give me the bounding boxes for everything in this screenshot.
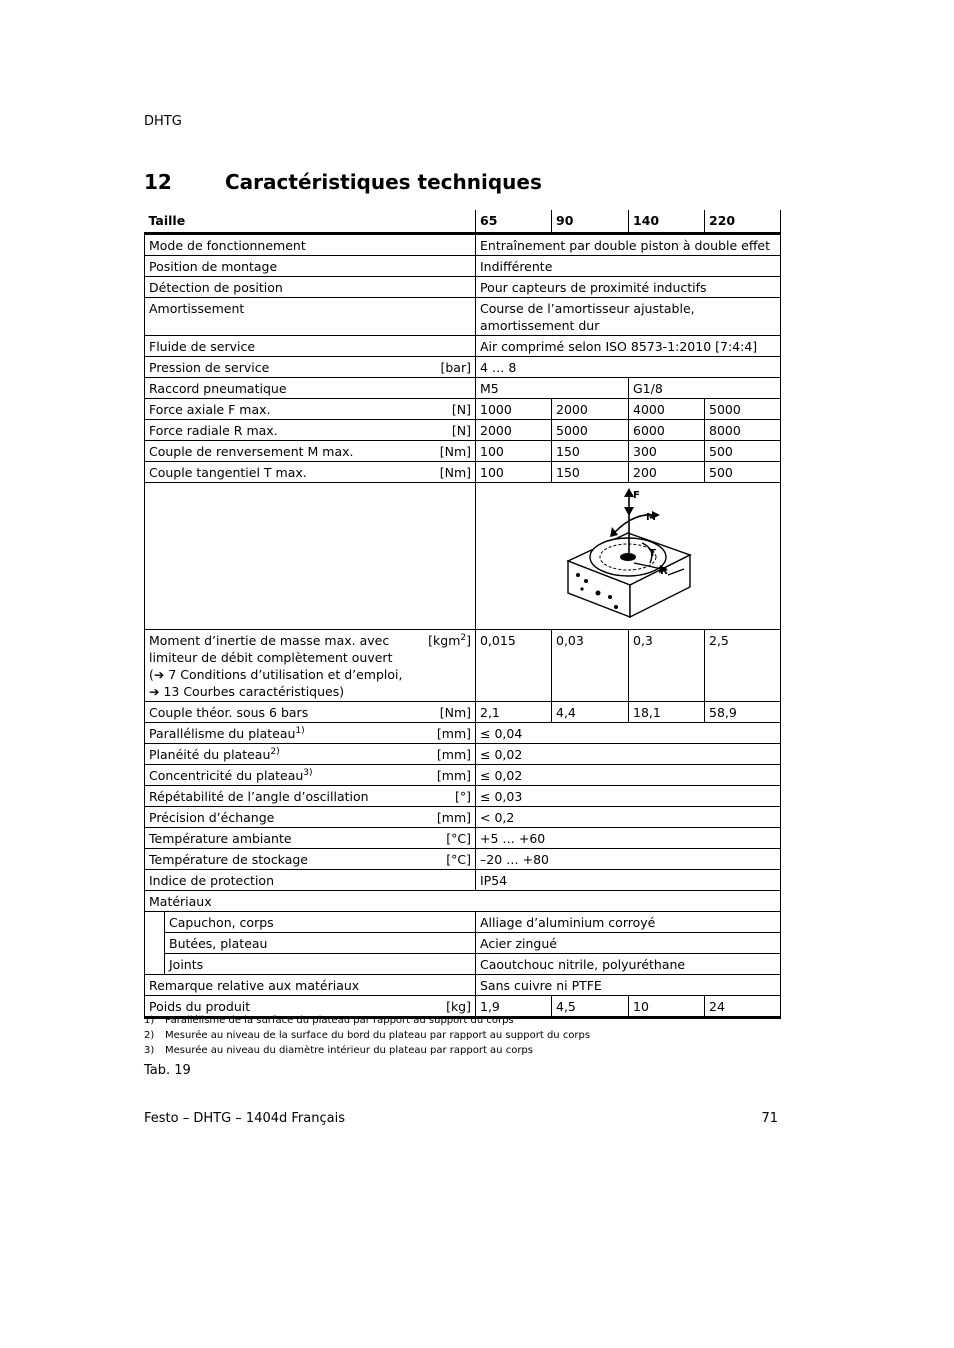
unit-sup: 2 bbox=[460, 632, 467, 643]
row-label: Fluide de service bbox=[145, 336, 476, 357]
row-value: 2,5 bbox=[705, 630, 781, 702]
row-value: 150 bbox=[552, 462, 629, 483]
table-header-row bbox=[145, 210, 781, 234]
row-label-line: (➔ 7 Conditions d’utilisation et d’emploi, bbox=[149, 667, 403, 682]
footnote bbox=[144, 1045, 533, 1056]
row-value: Acier zingué bbox=[476, 933, 781, 954]
row-label: Mode de fonctionnement bbox=[145, 234, 476, 256]
spec-table bbox=[144, 210, 781, 1019]
table-row bbox=[145, 849, 781, 870]
row-value: 2000 bbox=[552, 399, 629, 420]
row-value: Pour capteurs de proximité inductifs bbox=[476, 277, 781, 298]
row-unit: [°] bbox=[454, 789, 471, 804]
row-value: IP54 bbox=[476, 870, 781, 891]
row-value: 5000 bbox=[552, 420, 629, 441]
row-value: 0,3 bbox=[629, 630, 705, 702]
row-value: 5000 bbox=[705, 399, 781, 420]
row-label-text: Répétabilité de l’angle d’oscillation bbox=[149, 789, 369, 804]
table-row bbox=[145, 277, 781, 298]
row-value: 24 bbox=[705, 996, 781, 1018]
row-unit: [Nm] bbox=[439, 444, 471, 459]
table-row bbox=[145, 399, 781, 420]
row-label-text: Poids du produit bbox=[149, 999, 251, 1014]
row-label bbox=[145, 765, 476, 786]
row-value: 500 bbox=[705, 441, 781, 462]
row-label bbox=[145, 807, 476, 828]
table-row bbox=[145, 256, 781, 277]
row-label: Détection de position bbox=[145, 277, 476, 298]
table-row bbox=[145, 702, 781, 723]
page-number: 71 bbox=[761, 1111, 778, 1126]
row-label: Butées, plateau bbox=[165, 933, 476, 954]
footnote-ref: 1) bbox=[295, 725, 305, 736]
footnote-number: 1) bbox=[144, 1015, 155, 1026]
table-row bbox=[145, 933, 781, 954]
table-row bbox=[145, 786, 781, 807]
table-row bbox=[145, 912, 781, 933]
row-value: 1,9 bbox=[476, 996, 552, 1018]
row-label bbox=[145, 702, 476, 723]
row-unit: [mm] bbox=[436, 747, 471, 762]
footnote-text: Mesurée au niveau de la surface du bord du plateau par rapport au support du corps bbox=[165, 1030, 591, 1041]
table-row bbox=[145, 462, 781, 483]
figure-cell bbox=[476, 483, 781, 630]
row-value: ≤ 0,02 bbox=[476, 744, 781, 765]
row-label bbox=[145, 786, 476, 807]
row-label-line: limiteur de débit complètement ouvert bbox=[149, 650, 393, 665]
row-value: 8000 bbox=[705, 420, 781, 441]
footnote-text: Parallélisme de la surface du plateau par rapport au support du corps bbox=[165, 1015, 514, 1026]
row-value: 4000 bbox=[629, 399, 705, 420]
row-value: G1/8 bbox=[629, 378, 781, 399]
row-unit: [°C] bbox=[446, 831, 471, 846]
table-row bbox=[145, 765, 781, 786]
row-value: –20 … +80 bbox=[476, 849, 781, 870]
row-value: 300 bbox=[629, 441, 705, 462]
row-value: Entraînement par double piston à double effet bbox=[476, 234, 781, 256]
footnote-number: 2) bbox=[144, 1030, 155, 1041]
row-label bbox=[145, 462, 476, 483]
row-label bbox=[145, 849, 476, 870]
table-row bbox=[145, 954, 781, 975]
section-number: 12 bbox=[144, 170, 172, 194]
row-value: 2,1 bbox=[476, 702, 552, 723]
row-label-text: Concentricité du plateau bbox=[149, 768, 304, 783]
row-value: < 0,2 bbox=[476, 807, 781, 828]
table-row bbox=[145, 744, 781, 765]
row-value: 4 … 8 bbox=[476, 357, 781, 378]
unit-end: ] bbox=[466, 633, 471, 648]
row-unit: [mm] bbox=[436, 768, 471, 783]
row-value: 0,03 bbox=[552, 630, 629, 702]
indent-cell bbox=[145, 912, 165, 975]
row-label-text: Température ambiante bbox=[149, 831, 292, 846]
row-unit: [kg] bbox=[446, 999, 471, 1014]
row-label bbox=[145, 420, 476, 441]
row-label: Position de montage bbox=[145, 256, 476, 277]
header-size-220: 220 bbox=[705, 210, 781, 234]
row-label bbox=[145, 723, 476, 744]
label-r: R bbox=[660, 566, 668, 577]
row-value-line: Course de l’amortisseur ajustable, bbox=[480, 301, 695, 316]
section-heading bbox=[144, 170, 542, 194]
row-label-text: Planéité du plateau bbox=[149, 747, 271, 762]
row-label-text: Couple théor. sous 6 bars bbox=[149, 705, 309, 720]
table-row bbox=[145, 441, 781, 462]
label-f: F bbox=[633, 490, 640, 501]
row-value: 2000 bbox=[476, 420, 552, 441]
row-label-text: Parallélisme du plateau bbox=[149, 726, 296, 741]
row-label: Raccord pneumatique bbox=[145, 378, 476, 399]
label-m: M bbox=[646, 512, 656, 523]
row-label: Amortissement bbox=[145, 298, 476, 336]
row-value: 200 bbox=[629, 462, 705, 483]
row-value-line: amortissement dur bbox=[480, 318, 600, 333]
table-caption: Tab. 19 bbox=[144, 1063, 191, 1078]
unit-base: [kgm bbox=[428, 633, 461, 648]
row-unit: [N] bbox=[451, 423, 471, 438]
row-value: 10 bbox=[629, 996, 705, 1018]
table-row bbox=[145, 630, 781, 702]
row-label-text: Précision d’échange bbox=[149, 810, 275, 825]
row-value: Sans cuivre ni PTFE bbox=[476, 975, 781, 996]
header-size-65: 65 bbox=[476, 210, 552, 234]
table-row bbox=[145, 891, 781, 912]
row-label-text: Force axiale F max. bbox=[149, 402, 271, 417]
row-value: 0,015 bbox=[476, 630, 552, 702]
footnote-ref: 3) bbox=[303, 767, 313, 778]
table-row bbox=[145, 357, 781, 378]
row-value: Indifférente bbox=[476, 256, 781, 277]
row-label bbox=[145, 399, 476, 420]
rotary-table-illustration bbox=[478, 483, 778, 629]
row-label bbox=[145, 828, 476, 849]
row-value: Caoutchouc nitrile, polyuréthane bbox=[476, 954, 781, 975]
row-value bbox=[476, 298, 781, 336]
row-unit: [bar] bbox=[440, 360, 471, 375]
row-label-text: Pression de service bbox=[149, 360, 270, 375]
table-row bbox=[145, 828, 781, 849]
row-value: ≤ 0,03 bbox=[476, 786, 781, 807]
row-unit: [Nm] bbox=[439, 465, 471, 480]
row-value: M5 bbox=[476, 378, 629, 399]
label-t: T bbox=[649, 548, 656, 559]
row-label-text: Température de stockage bbox=[149, 852, 308, 867]
row-value: 58,9 bbox=[705, 702, 781, 723]
row-value: 18,1 bbox=[629, 702, 705, 723]
section-title: Caractéristiques techniques bbox=[225, 170, 542, 194]
footnote bbox=[144, 1030, 590, 1041]
row-value: Air comprimé selon ISO 8573-1:2010 [7:4:4] bbox=[476, 336, 781, 357]
row-label-line: ➔ 13 Courbes caractéristiques) bbox=[149, 684, 345, 699]
header-size-90: 90 bbox=[552, 210, 629, 234]
row-value: 100 bbox=[476, 462, 552, 483]
row-label-text: Force radiale R max. bbox=[149, 423, 278, 438]
footnote-ref: 2) bbox=[270, 746, 280, 757]
row-label bbox=[145, 441, 476, 462]
table-row bbox=[145, 378, 781, 399]
footnote bbox=[144, 1015, 514, 1026]
footnote-number: 3) bbox=[144, 1045, 155, 1056]
page-footer: Festo – DHTG – 1404d Français bbox=[144, 1111, 345, 1126]
row-label: Joints bbox=[165, 954, 476, 975]
table-row bbox=[145, 870, 781, 891]
table-row bbox=[145, 336, 781, 357]
table-row bbox=[145, 234, 781, 256]
row-label-text: Couple tangentiel T max. bbox=[149, 465, 307, 480]
row-value: 6000 bbox=[629, 420, 705, 441]
row-value: Alliage d’aluminium corroyé bbox=[476, 912, 781, 933]
row-label: Remarque relative aux matériaux bbox=[145, 975, 476, 996]
row-value: 500 bbox=[705, 462, 781, 483]
row-unit: [Nm] bbox=[439, 705, 471, 720]
header-size-label: Taille bbox=[145, 210, 476, 234]
row-value: 100 bbox=[476, 441, 552, 462]
row-value: +5 … +60 bbox=[476, 828, 781, 849]
row-value: 4,4 bbox=[552, 702, 629, 723]
table-row bbox=[145, 723, 781, 744]
row-label: Indice de protection bbox=[145, 870, 476, 891]
row-label: Capuchon, corps bbox=[165, 912, 476, 933]
row-label bbox=[145, 357, 476, 378]
row-label-text: Couple de renversement M max. bbox=[149, 444, 354, 459]
footnote-text: Mesurée au niveau du diamètre intérieur du plateau par rapport au corps bbox=[165, 1045, 533, 1056]
table-row bbox=[145, 975, 781, 996]
row-unit: [N] bbox=[451, 402, 471, 417]
header-size-140: 140 bbox=[629, 210, 705, 234]
row-unit bbox=[428, 632, 471, 700]
row-value: 1000 bbox=[476, 399, 552, 420]
row-unit: [mm] bbox=[436, 726, 471, 741]
table-row bbox=[145, 420, 781, 441]
row-label: Matériaux bbox=[145, 891, 781, 912]
running-header: DHTG bbox=[144, 114, 182, 129]
row-label bbox=[145, 744, 476, 765]
row-unit: [mm] bbox=[436, 810, 471, 825]
table-row bbox=[145, 807, 781, 828]
figure-row bbox=[145, 483, 781, 630]
row-value: 4,5 bbox=[552, 996, 629, 1018]
row-value: ≤ 0,04 bbox=[476, 723, 781, 744]
row-unit: [°C] bbox=[446, 852, 471, 867]
row-label-line: Moment d’inertie de masse max. avec bbox=[149, 633, 390, 648]
table-row bbox=[145, 298, 781, 336]
row-label bbox=[145, 630, 476, 702]
row-value: ≤ 0,02 bbox=[476, 765, 781, 786]
row-value: 150 bbox=[552, 441, 629, 462]
figure-empty-cell bbox=[145, 483, 476, 630]
